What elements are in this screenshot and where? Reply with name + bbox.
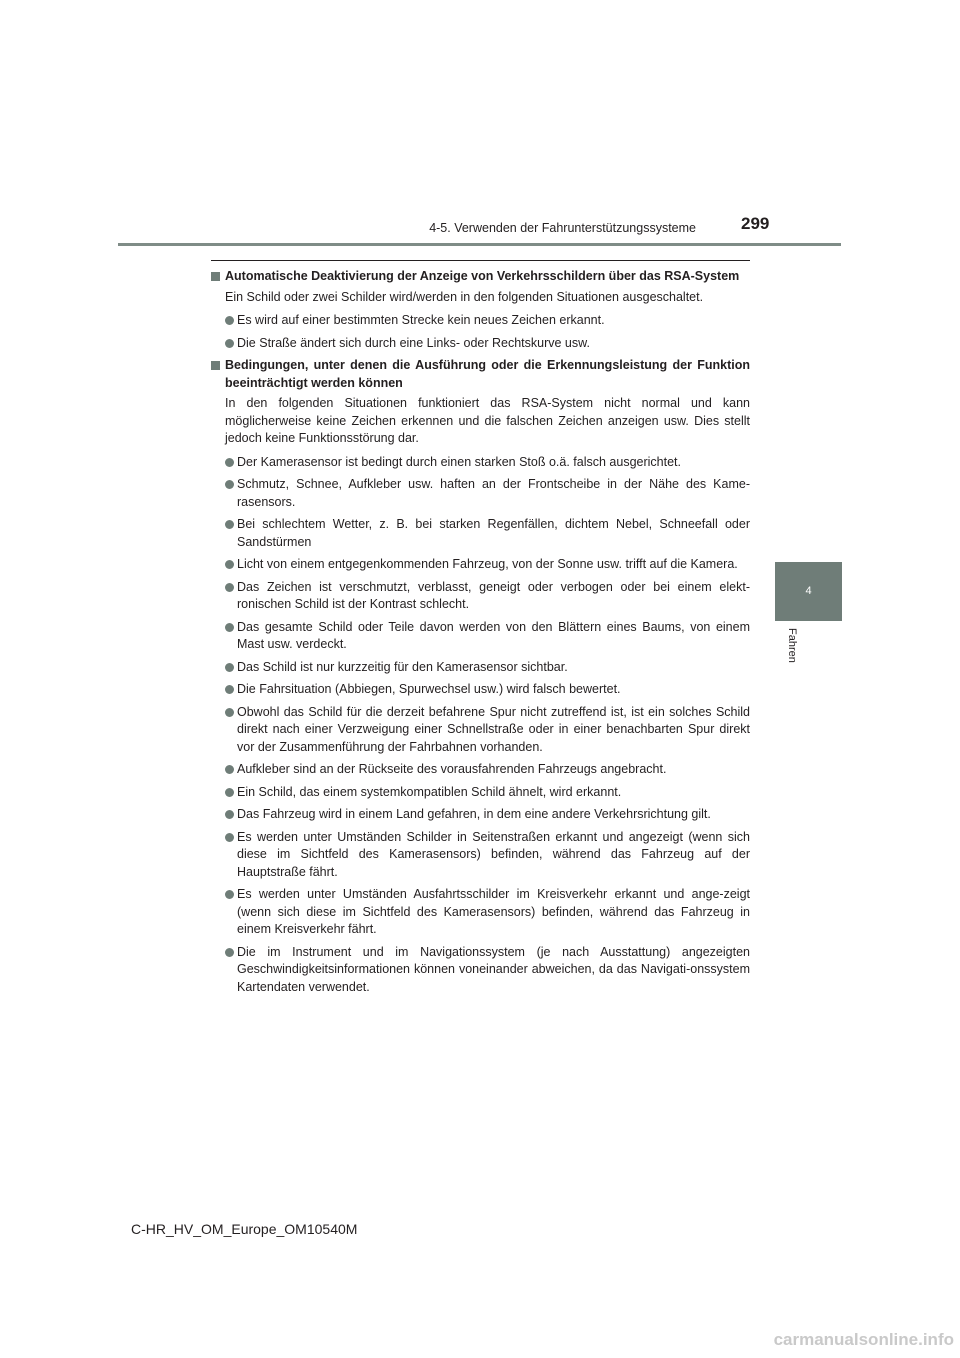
bullet-list bbox=[211, 454, 750, 997]
list-item bbox=[211, 312, 750, 330]
watermark-link[interactable]: carmanualsonline.info bbox=[773, 1330, 954, 1349]
list-item bbox=[211, 335, 750, 353]
list-item-text: Schmutz, Schnee, Aufkleber usw. haften an der Frontscheibe in der Nähe des Kame-rasensors. bbox=[237, 477, 750, 509]
list-item bbox=[211, 476, 750, 511]
list-item-text: Aufkleber sind an der Rückseite des vorausfahrenden Fahrzeugs angebracht. bbox=[237, 762, 667, 776]
section-paragraph: In den folgenden Situationen funktioniert das RSA-System nicht normal und kann möglicherweise keine Zeichen erkennen und die falschen Zeichen anzeigen usw. Dies stellt jedoch keine Funktionsstörung dar. bbox=[225, 396, 750, 445]
list-item-text: Die Straße ändert sich durch eine Links- oder Rechtskurve usw. bbox=[237, 335, 590, 350]
list-item bbox=[211, 619, 750, 654]
list-item bbox=[211, 829, 750, 882]
round-bullet-icon bbox=[225, 685, 234, 694]
list-item bbox=[211, 886, 750, 939]
list-item-text: Das Schild ist nur kurzzeitig für den Kamerasensor sichtbar. bbox=[237, 659, 568, 674]
round-bullet-icon bbox=[225, 560, 234, 569]
list-item-text: Bei schlechtem Wetter, z. B. bei starken Regenfällen, dichtem Nebel, Schneefall oder Sandstürmen bbox=[237, 517, 750, 549]
section-paragraph: Ein Schild oder zwei Schilder wird/werden in den folgenden Situationen ausgeschaltet. bbox=[225, 289, 704, 304]
section-heading bbox=[211, 268, 750, 286]
header-rule bbox=[118, 243, 841, 246]
list-item bbox=[211, 556, 750, 574]
round-bullet-icon bbox=[225, 890, 234, 899]
bullet-list bbox=[211, 312, 750, 352]
section-heading-text: Automatische Deaktivierung der Anzeige von Verkehrsschildern über das RSA-System bbox=[225, 269, 740, 283]
list-item-text: Das gesamte Schild oder Teile davon werden von den Blättern eines Baums, von einem Mast usw. verdeckt. bbox=[237, 619, 750, 651]
round-bullet-icon bbox=[225, 765, 234, 774]
document-code: C-HR_HV_OM_Europe_OM10540M bbox=[131, 1221, 358, 1237]
list-item-text: Es wird auf einer bestimmten Strecke kein neues Zeichen erkannt. bbox=[237, 313, 605, 327]
list-item bbox=[211, 516, 750, 551]
list-item bbox=[211, 944, 750, 997]
list-item bbox=[211, 806, 750, 824]
round-bullet-icon bbox=[225, 583, 234, 592]
list-item bbox=[211, 784, 750, 802]
round-bullet-icon bbox=[225, 458, 234, 467]
round-bullet-icon bbox=[225, 623, 234, 632]
round-bullet-icon bbox=[225, 708, 234, 717]
list-item-text: Es werden unter Umständen Ausfahrtsschilder im Kreisverkehr erkannt und ange-zeigt (wenn sich diese im Sichtfeld des Kamerasensors) befinden, während das Fahrzeug in einem Kreisverkehr fährt. bbox=[237, 887, 750, 936]
list-item-text: Das Fahrzeug wird in einem Land gefahren, in dem eine andere Verkehrsrichtung gilt. bbox=[237, 807, 711, 821]
section-heading bbox=[211, 357, 750, 392]
square-bullet-icon bbox=[211, 272, 220, 281]
round-bullet-icon bbox=[225, 948, 234, 957]
round-bullet-icon bbox=[225, 788, 234, 797]
main-content bbox=[211, 268, 750, 1001]
list-item bbox=[211, 454, 750, 472]
list-item bbox=[211, 579, 750, 614]
round-bullet-icon bbox=[225, 480, 234, 489]
section-conditions bbox=[211, 357, 750, 996]
round-bullet-icon bbox=[225, 339, 234, 348]
list-item-text: Licht von einem entgegenkommenden Fahrzeug, von der Sonne usw. trifft auf die Kamera. bbox=[237, 557, 738, 571]
round-bullet-icon bbox=[225, 810, 234, 819]
list-item-text: Es werden unter Umständen Schilder in Seitenstraßen erkannt und angezeigt (wenn sich diese im Sichtfeld des Kamerasensors) befinden, während das Fahrzeug auf der Hauptstraße fährt. bbox=[237, 829, 750, 879]
list-item bbox=[211, 704, 750, 757]
page-number: 299 bbox=[741, 214, 770, 233]
round-bullet-icon bbox=[225, 520, 234, 529]
list-item bbox=[211, 659, 750, 677]
list-item-text: Das Zeichen ist verschmutzt, verblasst, geneigt oder verbogen oder bei einem elekt-ronischen Schild ist der Kontrast schlecht. bbox=[237, 579, 750, 611]
section-auto-deactivation bbox=[211, 268, 750, 352]
round-bullet-icon bbox=[225, 663, 234, 672]
list-item-text: Ein Schild, das einem systemkompatiblen Schild ähnelt, wird erkannt. bbox=[237, 784, 622, 799]
list-item bbox=[211, 681, 750, 699]
list-item bbox=[211, 761, 750, 779]
square-bullet-icon bbox=[211, 361, 220, 370]
chapter-label: Fahren bbox=[786, 628, 798, 663]
chapter-tab[interactable]: 4 bbox=[775, 562, 842, 621]
list-item-text: Obwohl das Schild für die derzeit befahrene Spur nicht zutreffend ist, ist ein solches Schild direkt nach einer Verzweigung einer Schnellstraße oder in einer benachbarten Spur direkt vor der Zusammenführung der Fahrbahnen vorhanden. bbox=[237, 704, 750, 754]
list-item-text: Der Kamerasensor ist bedingt durch einen starken Stoß o.ä. falsch ausgerichtet. bbox=[237, 454, 681, 469]
list-item-text: Die Fahrsituation (Abbiegen, Spurwechsel usw.) wird falsch bewertet. bbox=[237, 682, 621, 696]
round-bullet-icon bbox=[225, 833, 234, 842]
list-item-text: Die im Instrument und im Navigationssystem (je nach Ausstattung) angezeigten Geschwindigkeitsinformationen können voneinander abweichen, da das Navigati-onssystem Kartendaten verwendet. bbox=[237, 944, 750, 994]
round-bullet-icon bbox=[225, 316, 234, 325]
content-top-rule bbox=[211, 260, 750, 261]
section-heading-text: Bedingungen, unter denen die Ausführung oder die Erkennungsleistung der Funktion beeinträchtigt werden können bbox=[225, 358, 750, 390]
running-header-section-title: 4-5. Verwenden der Fahrunterstützungssysteme bbox=[429, 221, 696, 235]
